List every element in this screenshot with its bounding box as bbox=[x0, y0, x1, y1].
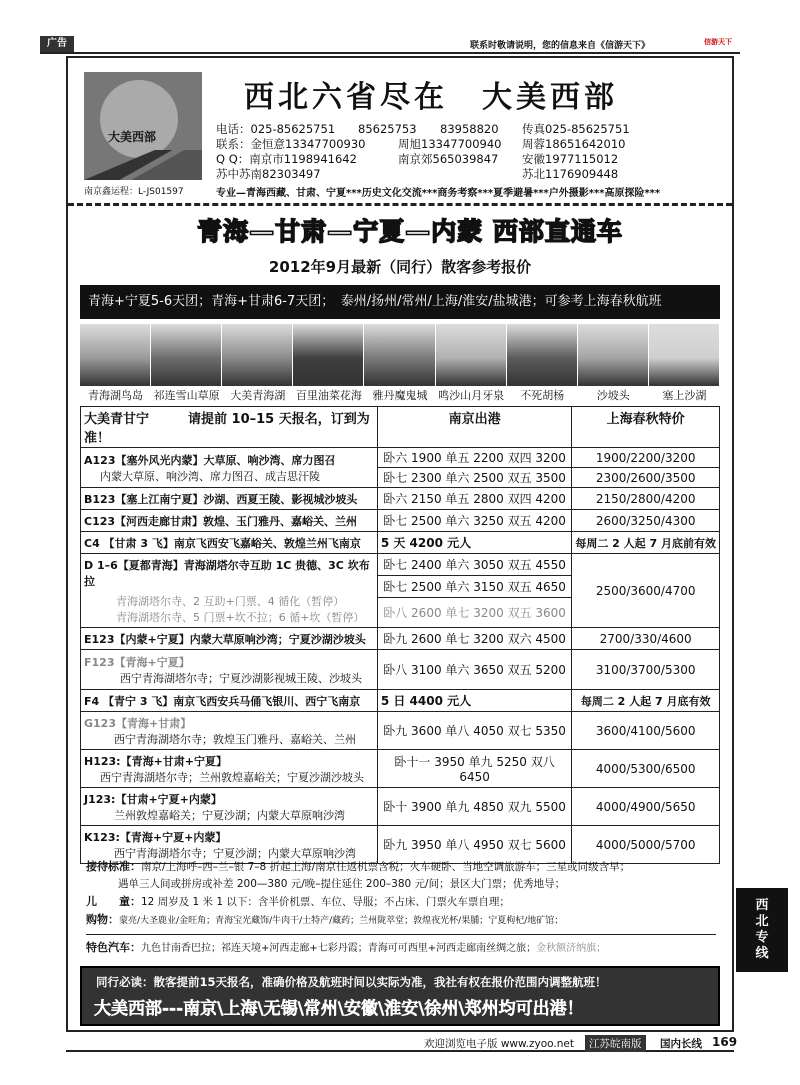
contact-cell: 传真025-85625751 bbox=[522, 122, 630, 136]
table-row bbox=[81, 650, 378, 690]
ad-tag: 广告 bbox=[40, 36, 74, 52]
notice-text: 同行必读：散客提前15天报名，准确价格及航班时间以实际为准，我社有权在报价范围内调整航班！ bbox=[96, 975, 607, 989]
photo-caption: 不死胡杨 bbox=[520, 389, 565, 402]
shanghai-price: 4000/5300/6500 bbox=[572, 750, 720, 788]
publisher-logo: 信游天下 bbox=[704, 38, 732, 46]
scenery-photo bbox=[364, 324, 435, 386]
source-note: 联系时敬请说明，您的信息来自《信游天下》 bbox=[470, 41, 651, 51]
route-title: F123【青海+宁夏】 bbox=[84, 655, 190, 669]
route-detail: 西宁青海湖塔尔寺；宁夏沙湖；内蒙大草原响沙湾 bbox=[114, 846, 356, 860]
nanjing-price: 卧九 2600 单七 3200 双六 4500 bbox=[377, 628, 572, 650]
specialty-line: 专业—青海西藏、甘肃、宁夏***历史文化交流***商务考察***夏季避暑***户外摄影***高原探险*** bbox=[216, 188, 661, 199]
scenery-photo bbox=[151, 324, 222, 386]
route-banner: 青海—甘肃—宁夏—内蒙 西部直通车 bbox=[197, 217, 623, 246]
section-tab-label: 西北专线 bbox=[755, 898, 769, 961]
nanjing-price: 卧八 2600 单七 3200 双五 3600 bbox=[377, 598, 572, 628]
nanjing-price: 卧六 1900 单五 2200 双四 3200 bbox=[377, 448, 572, 468]
route-title: J123:【甘肃+宁夏+内蒙】 bbox=[84, 792, 222, 806]
scenery-photo bbox=[649, 324, 720, 386]
ad-headline: 西北六省尽在 大美西部 bbox=[244, 80, 618, 115]
terms-text: 蒙亮/大圣鹿业/金旺角；青海宝光藏饰/牛肉干/土特产/藏药；兰州陇萃堂；敦煌夜光杯/果脯；宁夏枸杞/地矿馆； bbox=[119, 916, 564, 926]
contact-cell: 周旭13347700940 bbox=[398, 137, 502, 151]
nanjing-price: 卧八 3100 单六 3650 双五 5200 bbox=[377, 650, 572, 690]
terms-text: 12 周岁及 1 米 1 以下：含半价机票、车位、导服；不占床、门票火车票自理； bbox=[141, 896, 510, 908]
terms-label: 接待标准： bbox=[86, 860, 141, 873]
route-detail: 内蒙大草原、响沙湾、席力图召、成吉思汗陵 bbox=[100, 469, 320, 483]
license-number: 南京鑫运程：L-JS01597 bbox=[84, 187, 184, 197]
nanjing-price: 卧九 3600 单八 4050 双七 5350 bbox=[377, 712, 572, 750]
nanjing-price: 卧七 2500 单六 3150 双五 4650 bbox=[377, 576, 572, 598]
dashed-divider bbox=[68, 203, 732, 206]
photo-caption: 雅丹魔鬼城 bbox=[372, 389, 428, 402]
contact-cell: 苏中苏南82303497 bbox=[216, 167, 321, 181]
nanjing-price: 卧九 3950 单八 4950 双七 5600 bbox=[377, 826, 572, 864]
table-row bbox=[81, 750, 378, 788]
tour-terms bbox=[86, 858, 716, 957]
contact-cell: Q Q：南京市1198941642 bbox=[216, 152, 357, 166]
terms-label: 购物： bbox=[86, 913, 119, 926]
nanjing-price: 卧十 3900 单九 4850 双九 5500 bbox=[377, 788, 572, 826]
route-detail: 西宁青海湖塔尔寺；敦煌玉门雅丹、嘉峪关、兰州 bbox=[114, 732, 356, 746]
shanghai-price: 3600/4100/5600 bbox=[572, 712, 720, 750]
route-title: B123【塞上江南宁夏】沙湖、西夏王陵、影视城沙坡头 bbox=[81, 488, 378, 510]
price-table bbox=[80, 406, 720, 864]
shanghai-price: 3100/3700/5300 bbox=[572, 650, 720, 690]
nanjing-price: 卧七 2300 单六 2500 双五 3500 bbox=[377, 468, 572, 488]
terms-text: 金秋额济纳旗； bbox=[536, 943, 607, 954]
route-detail: 青海湖塔尔寺、2 互助+门票、4 循化（暂停） bbox=[116, 594, 345, 608]
page-number: 169 bbox=[712, 1035, 738, 1049]
route-title: E123【内蒙+宁夏】内蒙大草原响沙湾；宁夏沙湖沙坡头 bbox=[81, 628, 378, 650]
footer-section: 国内长线 bbox=[660, 1038, 702, 1050]
photo-caption: 祁连雪山草原 bbox=[153, 389, 220, 402]
shanghai-price: 2300/2600/3500 bbox=[572, 468, 720, 488]
logo-text: 大美西部 bbox=[108, 130, 157, 144]
nanjing-price: 卧七 2500 单六 3250 双五 4200 bbox=[377, 510, 572, 532]
footer-website: 欢迎浏览电子版 www.zyoo.net bbox=[424, 1038, 574, 1050]
scenery-photo bbox=[293, 324, 364, 386]
scenery-photo bbox=[578, 324, 649, 386]
contact-cell: 联系：金恒意13347700930 bbox=[216, 137, 366, 151]
table-row bbox=[81, 554, 378, 628]
shanghai-price: 2150/2800/4200 bbox=[572, 488, 720, 510]
terms-text: 遇单三人间或拼房或补差 200—380 元/晚–提住延住 200–380 元/间；景区大门票；优秀地导； bbox=[118, 878, 566, 890]
departure-cities: 大美西部---南京\上海\无锡\常州\安徽\淮安\徐州\郑州均可出港！ bbox=[94, 999, 584, 1019]
nanjing-price: 卧七 2400 单六 3050 双五 4550 bbox=[377, 554, 572, 576]
scenery-photo bbox=[80, 324, 151, 386]
photo-captions bbox=[80, 387, 720, 403]
route-title: H123:【青海+甘肃+宁夏】 bbox=[84, 754, 227, 768]
table-row bbox=[81, 448, 378, 488]
nanjing-price: 5 日 4400 元人 bbox=[377, 690, 572, 712]
notice-box bbox=[80, 966, 720, 1026]
terms-text: 九色甘南香巴拉；祁连天境+河西走廊+七彩丹霞；青海可可西里+河西走廊南丝绸之旅； bbox=[141, 943, 537, 954]
scenery-photo bbox=[436, 324, 507, 386]
contact-cell: 83958820 bbox=[440, 122, 499, 136]
table-header-nanjing: 南京出港 bbox=[377, 407, 572, 448]
price-subtitle: 2012年9月最新（同行）散客参考报价 bbox=[268, 258, 532, 276]
contact-cell: 周蓉18651642010 bbox=[522, 137, 626, 151]
photo-strip bbox=[80, 324, 720, 386]
route-detail: 西宁青海湖塔尔寺；兰州敦煌嘉峪关；宁夏沙湖沙坡头 bbox=[100, 770, 364, 784]
shanghai-price: 每周二 2 人起 7 月底前有效 bbox=[572, 532, 720, 554]
contact-cell: 安徽1977115012 bbox=[522, 152, 619, 166]
shanghai-price: 2500/3600/4700 bbox=[572, 554, 720, 628]
table-header-route: 大美青甘宁 请提前 10–15 天报名，订到为准！ bbox=[81, 407, 378, 448]
scenery-photo bbox=[507, 324, 578, 386]
route-title: K123:【青海+宁夏+内蒙】 bbox=[84, 830, 227, 844]
shanghai-price: 4000/5000/5700 bbox=[572, 826, 720, 864]
route-detail: 青海湖塔尔寺、5 门票+坎不拉；6 循+坎（暂停） bbox=[116, 610, 365, 624]
photo-caption: 青海湖鸟岛 bbox=[88, 389, 144, 402]
shanghai-price: 2600/3250/4300 bbox=[572, 510, 720, 532]
route-title: A123【塞外风光内蒙】大草原、响沙湾、席力图召 bbox=[84, 453, 336, 467]
photo-caption: 沙坡头 bbox=[596, 389, 630, 402]
photo-caption: 鸣沙山月牙泉 bbox=[438, 389, 505, 402]
nanjing-price: 卧六 2150 单五 2800 双四 4200 bbox=[377, 488, 572, 510]
shanghai-price: 1900/2200/3200 bbox=[572, 448, 720, 468]
contact-cell: 南京郊565039847 bbox=[398, 152, 499, 166]
contact-cell: 85625753 bbox=[358, 122, 417, 136]
route-title: C123【河西走廊甘肃】敦煌、玉门雅丹、嘉峪关、兰州 bbox=[81, 510, 378, 532]
route-title: C4 【甘肃 3 飞】南京飞西安飞嘉峪关、敦煌兰州飞南京 bbox=[81, 532, 378, 554]
table-header-shanghai: 上海春秋特价 bbox=[572, 407, 720, 448]
terms-text: 南京/上海呼–西–兰–银 7–8 折起上海/南京往返机票含税；火车硬卧、当地空调旅游车；三星或同级含早； bbox=[141, 861, 631, 873]
terms-label: 特色汽车： bbox=[86, 941, 141, 954]
terms-label: 儿 童： bbox=[86, 895, 141, 908]
nanjing-price: 5 天 4200 元人 bbox=[377, 532, 572, 554]
route-title: D 1–6【夏都青海】青海湖塔尔寺互助 1C 贵德、3C 坎布拉 bbox=[84, 558, 370, 588]
table-row bbox=[81, 788, 378, 826]
photo-caption: 大美青海湖 bbox=[230, 389, 286, 402]
route-title: F4 【青宁 3 飞】南京飞西安兵马俑飞银川、西宁飞南京 bbox=[81, 690, 378, 712]
contact-cell: 苏北1176909448 bbox=[522, 167, 619, 181]
photo-caption: 塞上沙湖 bbox=[662, 389, 707, 402]
contact-cell: 电话：025-85625751 bbox=[216, 122, 336, 136]
route-detail: 兰州敦煌嘉峪关；宁夏沙湖；内蒙大草原响沙湾 bbox=[114, 808, 345, 822]
shanghai-price: 2700/330/4600 bbox=[572, 628, 720, 650]
tour-summary-bar: 青海+宁夏5-6天团；青海+甘肃6-7天团； 泰州/扬州/常州/上海/淮安/盐城港；可参考上海春秋航班 bbox=[80, 285, 720, 319]
table-row bbox=[81, 712, 378, 750]
shanghai-price: 4000/4900/5650 bbox=[572, 788, 720, 826]
shanghai-price: 每周二 2 人起 7 月底有效 bbox=[572, 690, 720, 712]
route-detail: 西宁青海湖塔尔寺；宁夏沙湖影视城王陵、沙坡头 bbox=[120, 671, 362, 685]
footer-edition: 江苏皖南版 bbox=[585, 1035, 646, 1052]
logo-sun-shape bbox=[100, 80, 178, 158]
photo-caption: 百里油菜花海 bbox=[295, 389, 362, 402]
nanjing-price: 卧十一 3950 单九 5250 双八 6450 bbox=[377, 750, 572, 788]
scenery-photo bbox=[222, 324, 293, 386]
section-tab bbox=[736, 888, 788, 972]
route-title: G123【青海+甘肃】 bbox=[84, 716, 192, 730]
